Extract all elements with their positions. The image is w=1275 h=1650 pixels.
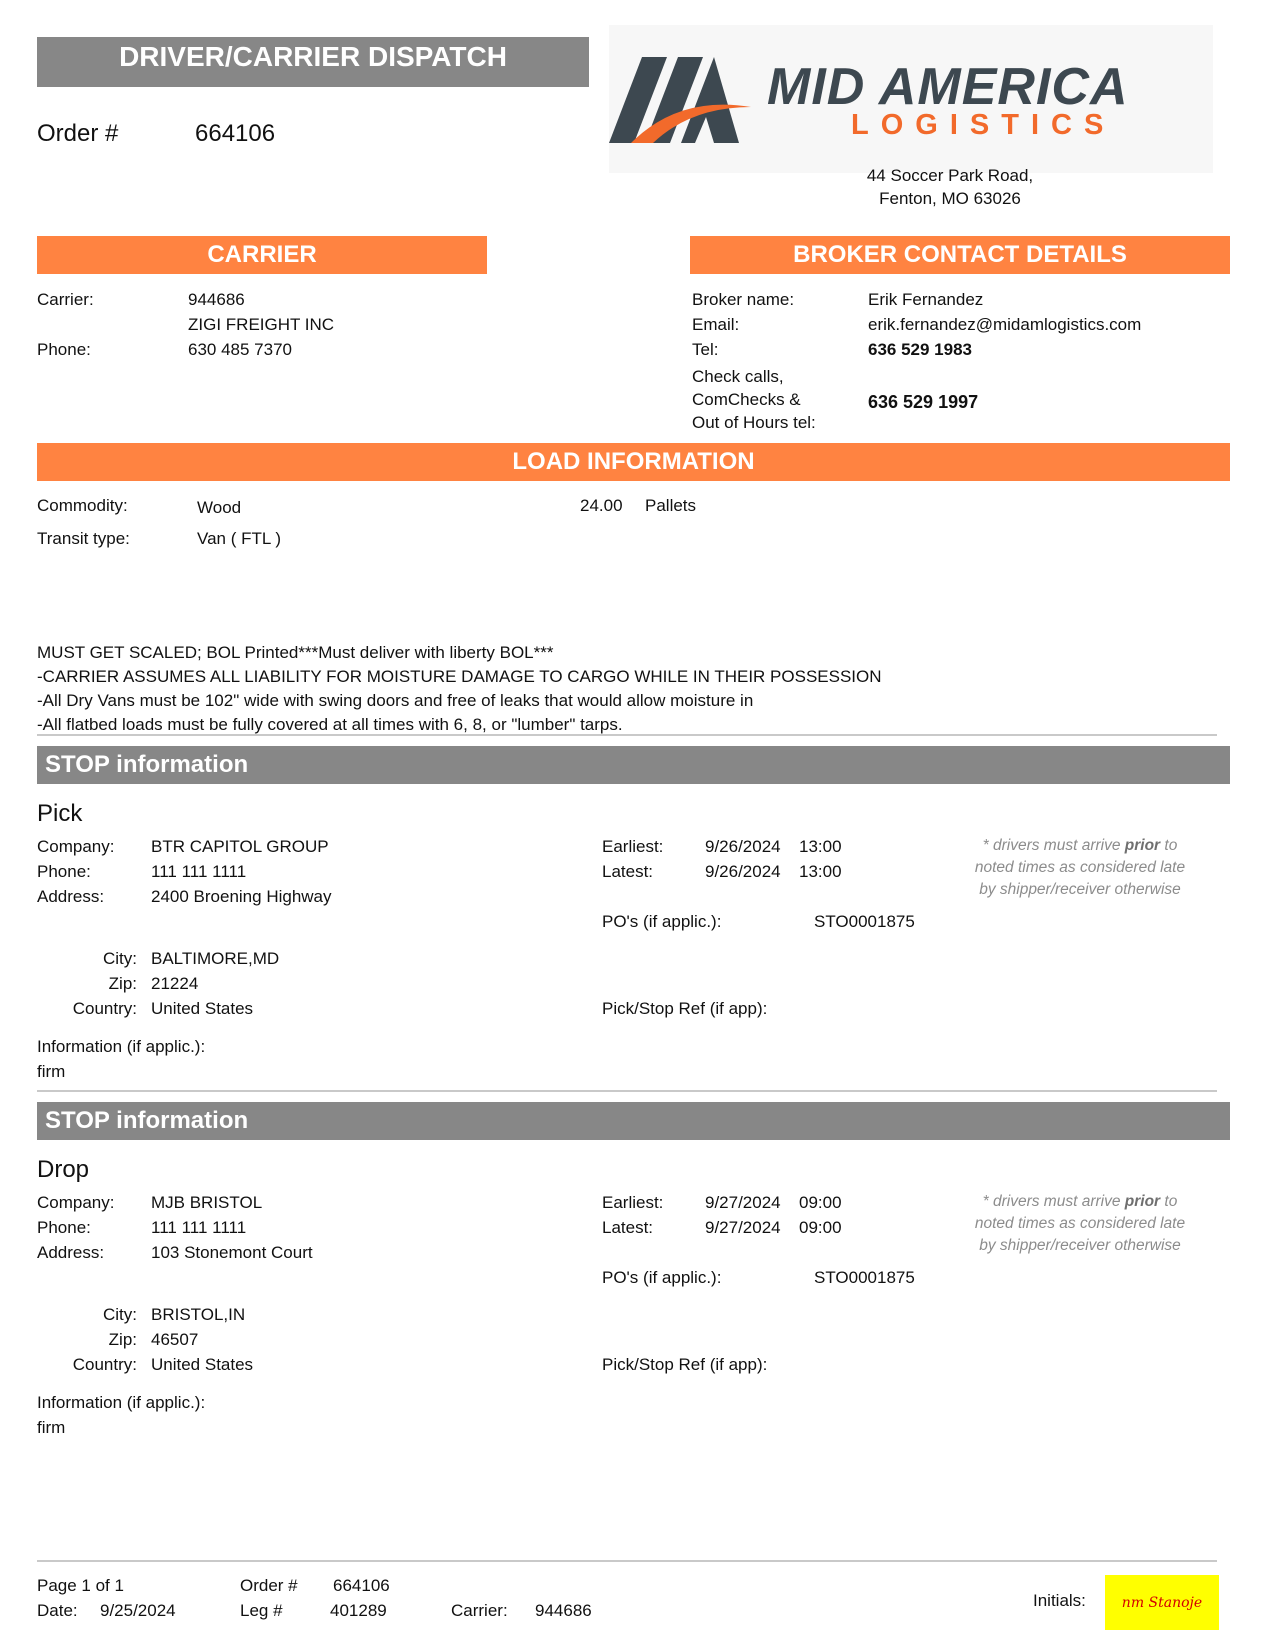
stop-heading: STOP information xyxy=(37,1102,1230,1140)
load-note: MUST GET SCALED; BOL Printed***Must deliver with liberty BOL*** xyxy=(37,643,554,662)
address-line-2: Fenton, MO 63026 xyxy=(879,189,1021,208)
footer-leg-label: Leg # xyxy=(240,1601,283,1620)
footer-carrier-label: Carrier: xyxy=(451,1601,508,1620)
load-note: -All flatbed loads must be fully covered at all times with 6, 8, or "lumber" tarps. xyxy=(37,715,623,734)
footer-carrier: 944686 xyxy=(535,1601,592,1620)
stop-city-label: City: xyxy=(103,1305,137,1324)
arrival-note-line-3: by shipper/receiver otherwise xyxy=(979,1237,1181,1254)
po-value: STO0001875 xyxy=(814,912,915,931)
latest-label: Latest: xyxy=(602,862,654,881)
load-note: -All Dry Vans must be 102" wide with swing doors and free of leaks that would allow moisture in xyxy=(37,691,754,710)
stop-city: BRISTOL,IN xyxy=(151,1305,246,1324)
stop-address-label: Address: xyxy=(37,1243,105,1262)
load-note: -CARRIER ASSUMES ALL LIABILITY FOR MOISTURE DAMAGE TO CARGO WHILE IN THEIR POSSESSION xyxy=(37,667,882,686)
carrier-phone: 630 485 7370 xyxy=(188,340,292,359)
note-text: to xyxy=(1160,837,1178,854)
stop-type: Drop xyxy=(37,1156,90,1183)
divider xyxy=(37,734,1217,736)
broker-tel: 636 529 1983 xyxy=(868,340,972,359)
load-unit: Pallets xyxy=(645,496,697,515)
load-quantity: 24.00 xyxy=(580,496,623,515)
stop-company: MJB BRISTOL xyxy=(151,1193,263,1212)
check-calls-label-line-2: ComChecks & xyxy=(692,390,801,409)
note-text: * drivers must arrive xyxy=(982,837,1125,854)
carrier-heading: CARRIER xyxy=(37,236,487,274)
stop-info-label: Information (if applic.): xyxy=(37,1037,206,1056)
arrival-note-line-3: by shipper/receiver otherwise xyxy=(979,881,1181,898)
stop-phone-label: Phone: xyxy=(37,1218,91,1237)
carrier-label: Carrier: xyxy=(37,290,94,309)
stop-country-label: Country: xyxy=(72,999,137,1018)
stop-heading: STOP information xyxy=(37,746,1230,784)
commodity-label: Commodity: xyxy=(37,496,128,515)
stop-phone: 111 111 1111 xyxy=(151,862,247,881)
earliest-label: Earliest: xyxy=(602,1193,664,1212)
footer-order-label: Order # xyxy=(240,1576,298,1595)
company-address xyxy=(760,164,1140,210)
arrival-note-line-1 xyxy=(935,1191,1225,1213)
po-label: PO's (if applic.): xyxy=(602,912,722,931)
arrival-note-line-2: noted times as considered late xyxy=(974,859,1186,876)
stop-ref-label: Pick/Stop Ref (if app): xyxy=(602,1355,768,1374)
arrival-note-line-1 xyxy=(935,835,1225,857)
broker-email-label: Email: xyxy=(692,315,740,334)
earliest-date: 9/26/2024 xyxy=(705,837,781,856)
stop-ref-label: Pick/Stop Ref (if app): xyxy=(602,999,768,1018)
carrier-phone-label: Phone: xyxy=(37,340,91,359)
latest-label: Latest: xyxy=(602,1218,654,1237)
check-calls-label-line-3: Out of Hours tel: xyxy=(692,413,816,432)
initials-label: Initials: xyxy=(1033,1591,1086,1610)
stop-company-label: Company: xyxy=(37,1193,115,1212)
page-indicator: Page 1 of 1 xyxy=(37,1576,124,1595)
stop-phone: 111 111 1111 xyxy=(151,1218,247,1237)
logo-wordmark: MID AMERICA xyxy=(767,58,1129,116)
po-label: PO's (if applic.): xyxy=(602,1268,722,1287)
stop-info: firm xyxy=(37,1062,66,1081)
arrival-note xyxy=(935,835,1225,901)
broker-email[interactable]: erik.fernandez@midamlogistics.com xyxy=(868,315,1142,334)
stop-info: firm xyxy=(37,1418,66,1437)
broker-name-label: Broker name: xyxy=(692,290,795,309)
transit-type-value: Van ( FTL ) xyxy=(197,529,282,548)
order-label: Order # xyxy=(37,120,119,147)
arrival-note xyxy=(935,1191,1225,1257)
commodity-value: Wood xyxy=(197,498,242,517)
stop-address: 2400 Broening Highway xyxy=(151,887,332,906)
company-logo xyxy=(609,25,1213,173)
stop-company: BTR CAPITOL GROUP xyxy=(151,837,329,856)
stop-country-label: Country: xyxy=(72,1355,137,1374)
stop-country: United States xyxy=(151,999,254,1018)
stop-zip: 46507 xyxy=(151,1330,199,1349)
note-emphasis: prior xyxy=(1124,1193,1161,1210)
initials-signature: nm Stanoje xyxy=(1121,1595,1203,1611)
stop-phone-label: Phone: xyxy=(37,862,91,881)
broker-name: Erik Fernandez xyxy=(868,290,984,309)
load-heading: LOAD INFORMATION xyxy=(37,443,1230,481)
check-calls-tel: 636 529 1997 xyxy=(868,392,979,412)
transit-type-label: Transit type: xyxy=(37,529,130,548)
footer-leg: 401289 xyxy=(330,1601,387,1620)
footer-order: 664106 xyxy=(333,1576,390,1595)
initials-signature-box[interactable] xyxy=(1105,1575,1219,1630)
footer-date: 9/25/2024 xyxy=(100,1601,176,1620)
check-calls-label xyxy=(692,365,816,434)
footer-divider xyxy=(37,1560,1217,1562)
logo-subtitle: LOGISTICS xyxy=(851,109,1116,141)
po-value: STO0001875 xyxy=(814,1268,915,1287)
stop-type: Pick xyxy=(37,800,83,827)
load-notes xyxy=(37,641,882,737)
document-title: DRIVER/CARRIER DISPATCH xyxy=(37,37,589,87)
stop-zip-label: Zip: xyxy=(108,1330,137,1349)
check-calls-label-line-1: Check calls, xyxy=(692,367,784,386)
address-line-1: 44 Soccer Park Road, xyxy=(866,166,1034,185)
stop-company-label: Company: xyxy=(37,837,115,856)
latest-time: 09:00 xyxy=(799,1218,842,1237)
order-number: 664106 xyxy=(195,120,276,147)
earliest-label: Earliest: xyxy=(602,837,664,856)
latest-date: 9/27/2024 xyxy=(705,1218,781,1237)
note-text: to xyxy=(1160,1193,1178,1210)
broker-tel-label: Tel: xyxy=(692,340,719,359)
carrier-name: ZIGI FREIGHT INC xyxy=(188,315,335,334)
earliest-date: 9/27/2024 xyxy=(705,1193,781,1212)
carrier-id: 944686 xyxy=(188,290,245,309)
earliest-time: 09:00 xyxy=(799,1193,842,1212)
stop-zip-label: Zip: xyxy=(108,974,137,993)
note-text: * drivers must arrive xyxy=(982,1193,1125,1210)
footer-date-label: Date: xyxy=(37,1601,78,1620)
latest-time: 13:00 xyxy=(799,862,842,881)
stop-zip: 21224 xyxy=(151,974,199,993)
stop-country: United States xyxy=(151,1355,254,1374)
note-emphasis: prior xyxy=(1124,837,1161,854)
earliest-time: 13:00 xyxy=(799,837,842,856)
stop-city: BALTIMORE,MD xyxy=(151,949,280,968)
stop-info-label: Information (if applic.): xyxy=(37,1393,206,1412)
arrival-note-line-2: noted times as considered late xyxy=(974,1215,1186,1232)
broker-heading: BROKER CONTACT DETAILS xyxy=(690,236,1230,274)
stop-city-label: City: xyxy=(103,949,137,968)
stop-address-label: Address: xyxy=(37,887,105,906)
latest-date: 9/26/2024 xyxy=(705,862,781,881)
divider xyxy=(37,1090,1217,1092)
stop-address: 103 Stonemont Court xyxy=(151,1243,313,1262)
